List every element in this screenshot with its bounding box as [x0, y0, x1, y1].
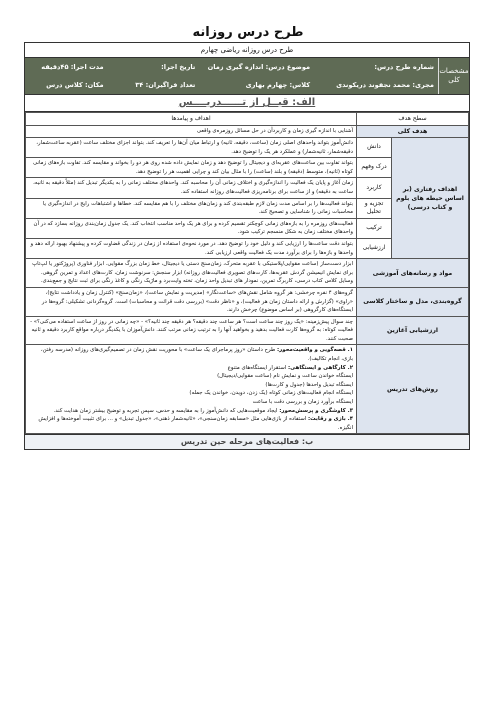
lesson-place: مکان: کلاس درس	[46, 81, 104, 89]
plan-table	[25, 112, 469, 434]
method-item: ایستگاه تبدیل واحدها (جدول و کارت‌ها)	[265, 381, 353, 388]
level-evaluation: ارزشیابی	[357, 238, 392, 258]
goal-analysis: بتواند فعالیت‌ها را بر اساس مدت زمان لازم طبقه‌بندی کند و زمان‌های مختلف را با هم مقایسه کند. خطاها و اشتباهات رایج در اندازه‌گیری یا محاسبات زمانی را شناسایی و تصحیح کند.	[26, 198, 357, 218]
materials-text: ابزار دست‌ساز (ساعت مقوایی/پلاستیکی با عقربه متحرک، زمان‌سنج دستی یا دیجیتال، خط زمان بزرگ مقوایی. ابزار فناوری (پروژکتور یا لپ‌تاپ برای نمایش انیمیشن گردش عقربه‌ها، کارت‌های تصویری فعالیت‌های روزانه) ابزار سنجش: سرنوشت زمان، کارت‌های اعداد و تمرین گروهی. وسایل کلاس کتاب درسی، کاربرگ تمرین، نمودار های تبدیل واحد زمان، تخته وایت‌برد و ماژیک رنگی و کاغذ رنگی برای ثبت نتایج و جمع‌بندی.	[26, 259, 357, 288]
method-item: ایستگاه خواندن ساعت و نمایش نام (ساعت مقوایی/دیجیتال)	[217, 373, 353, 380]
general-info-bar	[25, 58, 469, 95]
materials-row	[26, 259, 469, 288]
spec-label: مشخصات کلی	[438, 58, 469, 94]
methods-row	[26, 345, 469, 434]
general-goal-text: آشنایی با اندازه گیری زمان و کاربردآن در حل مسائل روزمره‌ی واقعی	[26, 126, 357, 138]
student-count: تعداد فراگیران: ۳۴	[135, 81, 196, 89]
goal-knowledge: دانش‌آموز بتواند واحدهای اصلی زمان (ساعت، دقیقه، ثانیه) و ارتباط میان آن‌ها را تعریف کند. بتواند اجزای مختلف ساعت (عقربه ساعت‌شمار، دقیقه‌شمار، ثانیه‌شمار) و عملکرد هر یک را توضیح دهد.	[26, 138, 357, 158]
behavioral-row	[26, 138, 469, 158]
general-goal-row	[26, 126, 469, 138]
warmup-text: چند سوال پیش‌زمینه: «یک روز چند ساعت است؟ هر ساعت چند دقیقه؟ هر دقیقه چند ثانیه؟» - «چه زمانی در روز از ساعت استفاده می‌کنی؟» - فعالیت کوتاه: به گروه‌ها کارت فعالیت بدهید و بخواهید آنها را به ترتیب زمانی مرتب کنند. دانش‌آموزان با یکدیگر درباره مواقع کاربرد دقیقه و ثانیه صحبت کنند.	[26, 316, 357, 345]
methods-list	[26, 345, 357, 434]
goal-synthesis: فعالیت‌های روزمره را به بازه‌های زمانی کوچکتر تقسیم کرده و برای هر یک واحد مناسب انتخاب کند. یک جدول زمان‌بندی روزانه بسازد که در آن واحدهای مختلف زمان به شکل منسجم ترکیب شود.	[26, 218, 357, 238]
method-item: ایستگاه انجام فعالیت‌های زمانی کوتاه (یک زدن، دویدن، خواندن یک جمله)	[189, 390, 353, 397]
level-analysis: تجزیه و تحلیل	[357, 198, 392, 218]
level-understanding: درک وفهم	[357, 158, 392, 178]
grouping-row	[26, 287, 469, 316]
lesson-subject: موضوع درس: اندازه گیری زمان	[207, 63, 311, 71]
grouping-label: گروه‌بندی، مدل و ساختار کلاسی	[357, 287, 469, 316]
method-item: ۳. کاوشگری و پرسش‌محور: ایجاد موقعیت‌هایی که دانش‌آموز را به مقایسه و حدس، سپس تجربه و توضیح بیشتر زمان هدایت کند.	[53, 407, 353, 414]
goal-evaluation: بتواند دقت ساعت‌ها را ارزیابی کند و دلیل خود را توضیح دهد. در مورد نحوه‌ی استفاده از زمان در زندگی قضاوت کرده و پیشنهاد بهبود ارائه دهد و واحد‌ها و بازه‌ها را برای برآورد مدت یک فعالیت واقعی ارزیابی کند.	[26, 238, 357, 258]
method-item: ایستگاه برآورد زمان و بررسی دقت با ساعت	[252, 399, 353, 406]
method-item: ۱. قصه‌گویی و واقعیت‌محور: طرح داستان «روز پرماجرای یک ساعت» با محوریت نقش زمان در تصمیم‌گیری‌های روزانه (مدرسه رفتن، بازی، انجام تکالیف).	[40, 347, 353, 363]
lesson-duration: مدت اجرا: ۴۵دقیقه	[41, 63, 104, 71]
goal-understanding: بتواند تفاوت بین ساعت‌های عقربه‌ای و دیجیتال را توضیح دهد و زمان نمایش داده شده روی هر دو را بخواند و مقایسه کند. تفاوت بازه‌های زمانی کوتاه (ثانیه)، متوسط (دقیقه) و بلند (ساعت) را با مثال بیان کند و چرایی اهمیت هر را توضیح دهد.	[26, 158, 357, 178]
level-header: سطح هدف	[357, 113, 469, 126]
section-b-heading: ب: فعالیت‌های مرحله حین تدریس	[25, 434, 469, 449]
method-item: ۴. بازی و رقابت: استفاده از بازی‌هایی مثل «مسابقه زمان‌سنجی»، «ثانیه‌شمار ذهنی»، «جدول تبدیل» و ... برای تثبیت آموخته‌ها و افزایش انگیزه.	[38, 416, 353, 431]
materials-label: مواد و رسانه‌های آموزشی	[357, 259, 469, 288]
goals-header: اهداف و پیامدها	[26, 113, 357, 126]
warmup-row	[26, 316, 469, 345]
page-title: طرح درس روزانه	[192, 25, 304, 40]
info-grid	[25, 58, 438, 94]
goal-application: زمان آغاز و پایان یک فعالیت را اندازه‌گیری و اختلاف زمانی آن را محاسبه کند. واحدهای مختلف زمانی را به یکدیگر تبدیل کند (مثلاً دقیقه به ثانیه، ساعت به دقیقه) و از ساعت برای برنامه‌ریزی فعالیت‌های روزانه استفاده کند.	[26, 178, 357, 198]
table-header-row	[26, 113, 469, 126]
lesson-plan-frame	[24, 42, 470, 450]
general-goal-label: هدف کلی	[357, 126, 469, 138]
level-synthesis: ترکیب	[357, 218, 392, 238]
grouping-text: گروه‌های ۴ نفره چرخشی: هر گروه شامل نقش‌های «ساعت‌نگار» (مدیریت و نمایش ساعت)، «زمان‌سنج» (کنترل زمان و یادداشت نتایج)، «راوی» (گزارش و ارائه داستان زمان هر فعالیت)، و «ناظر دقت» (بررسی دقت قرائت و محاسبات) است. گروه‌گردانی تشکیلی: گروه‌ها در ایستگاه‌های کارگروهی (بر اساس موضوع) چرخش دارند.	[26, 287, 357, 316]
warmup-label: ارزشیابی آغازین	[357, 316, 469, 345]
behavioral-label: اهداف رفتاری (بر اساس حیطه های بلوم و کتاب درسی)	[392, 138, 469, 259]
lesson-date: تاریخ اجرا:	[161, 63, 196, 71]
teacher-name: مجری: محمد نجفوند دریکوندی	[336, 81, 434, 89]
page-subtitle: طرح درس روزانه ریاضی چهارم	[25, 43, 469, 58]
plan-number: شماره طرح درس:	[374, 63, 434, 71]
level-knowledge: دانش	[357, 138, 392, 158]
level-application: کاربرد	[357, 178, 392, 198]
class-name: کلاس: چهارم بهاری	[245, 81, 311, 89]
method-item: ۲. کارگاهی و ایستگاهی: استقرار ایستگاه‌های متنوع	[227, 364, 353, 371]
methods-label: روش‌های تدریس	[357, 345, 469, 434]
section-a-heading: الف: قبــل از تــــــدریــــس	[25, 95, 469, 112]
